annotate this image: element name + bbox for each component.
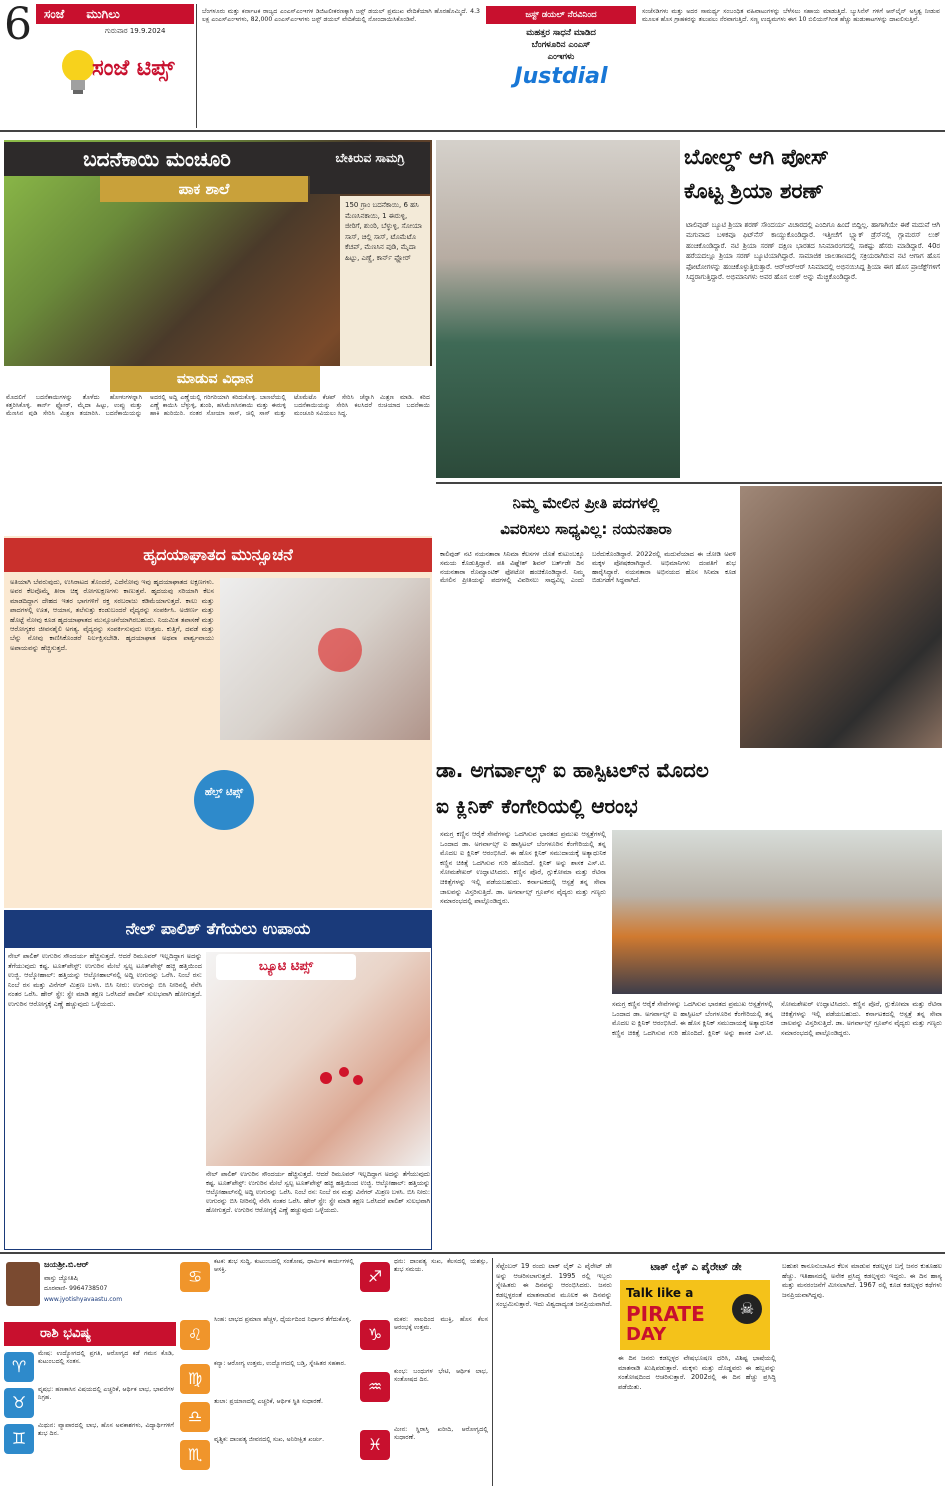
libra-icon: ♎	[180, 1402, 210, 1432]
justdial-title-line4: ಎಂಇಗಳು	[547, 52, 575, 62]
pirate-logo-line3: DAY	[626, 1324, 667, 1345]
agarwal-body-cont-text: ಸಮಗ್ರ ಕಣ್ಣಿನ ಆರೈಕೆ ಸೇವೆಗಳನ್ನು ಒದಗಿಸುವ ಭಾರತದ ಪ್ರಮುಖ ಆಸ್ಪತ್ರೆಗಳಲ್ಲಿ ಒಂದಾದ ಡಾ. ಅಗರ್ವಾಲ್ಸ್ ಐ ಹಾಸ್ಪಿಟಲ್ ಬೆಂಗಳೂರಿನ ಕೆಂಗೇರಿಯಲ್ಲಿ ತನ್ನ ಮೊದಲ ಐ ಕ್ಲಿನಿಕ್ ಆರಂಭಿಸಿದೆ. ಈ ಹೊಸ ಕ್ಲಿನಿಕ್ ಸಮುದಾಯಕ್ಕೆ ಅತ್ಯಾಧುನಿಕ ಕಣ್ಣಿನ ಚಿಕಿತ್ಸೆ ಒದಗಿಸುವ ಗುರಿ ಹೊಂದಿದೆ. ಕ್ಲಿನಿಕ್ ಅನ್ನು ಶಾಸಕ ಎಸ್.ಟಿ. ಸೋಮಶೇಖರ್ ಉದ್ಘಾಟಿಸಿದರು. ಕಣ್ಣಿನ ಪೊರೆ, ಗ್ಲುಕೋಮಾ ಮತ್ತು ರೆಟಿನಾ ಚಿಕಿತ್ಸೆಗಳನ್ನು ಇಲ್ಲಿ ಪಡೆಯಬಹುದು. ಕರ್ನಾಟಕದಲ್ಲಿ ಆಸ್ಪತ್ರೆ ತನ್ನ ಸೇವಾ ಜಾಲವನ್ನು ವಿಸ್ತರಿಸುತ್ತಿದೆ. ಡಾ. ಅಗರ್ವಾಲ್ಸ್ ಗ್ರೂಪ್‌ನ ವೈದ್ಯರು ಮತ್ತು ಗಣ್ಯರು ಸಮಾರಂಭದಲ್ಲಿ ಪಾಲ್ಗೊಂಡಿದ್ದರು.	[612, 1000, 942, 1037]
recipe-method: ಮೊದಲಿಗೆ ಬದನೆಕಾಯಿಗಳನ್ನು ತೊಳೆದು ಹೋಳುಗಳನ್ನಾಗಿ ಕತ್ತರಿಸಿಕೊಳ್ಳಿ. ಕಾರ್ನ್ ಫ್ಲೋರ್, ಮೈದಾ ಹಿಟ್ಟು, ಉಪ್ಪು ಮತ್ತು ಮೆಣಸಿನ ಪುಡಿ ಸೇರಿಸಿ ಮಿಶ್ರಣ ತಯಾರಿಸಿ. ಬದನೆಕಾಯಿಯನ್ನು ಅದರಲ್ಲಿ ಅದ್ದಿ ಎಣ್ಣೆಯಲ್ಲಿ ಗರಿಗರಿಯಾಗಿ ಕರಿದುಕೊಳ್ಳಿ. ಬಾಣಲೆಯಲ್ಲಿ ಎಣ್ಣೆ ಕಾಯಿಸಿ ಬೆಳ್ಳುಳ್ಳಿ, ಶುಂಠಿ, ಹಸಿಮೆಣಸಿನಕಾಯಿ ಮತ್ತು ಈರುಳ್ಳಿ ಹಾಕಿ ಹುರಿಯಿರಿ. ನಂತರ ಸೋಯಾ ಸಾಸ್, ಚಿಲ್ಲಿ ಸಾಸ್ ಮತ್ತು ಟೊಮೆಟೊ ಕೆಚಪ್ ಸೇರಿಸಿ ಚೆನ್ನಾಗಿ ಮಿಶ್ರಣ ಮಾಡಿ. ಕರಿದ ಬದನೆಕಾಯಿಯನ್ನು ಸೇರಿಸಿ ಕಲಸಿದರೆ ರುಚಿಯಾದ ಬದನೆಕಾಯಿ ಮಂಚೂರಿ ಸವಿಯಲು ಸಿದ್ಧ.	[6, 394, 430, 418]
astrologer-avatar	[6, 1262, 40, 1306]
heart-body: ಅತಿಯಾಗಿ ಬೆವರುವುದು, ಉಸಿರಾಟದ ತೊಂದರೆ, ಎದೆನೋವು ಇವು ಹೃದಯಾಘಾತದ ಲಕ್ಷಣಗಳು. ಅವರ ಕೆಲವೊಮ್ಮೆ ತೀರಾ ಚಿಕ್ಕ ರೋಗಲಕ್ಷಣಗಳು ಕಾಣುತ್ತವೆ. ಹೃದಯವು ಸರಿಯಾಗಿ ಕೆಲಸ ಮಾಡದಿದ್ದಾಗ ದೇಹದ ಇತರ ಭಾಗಗಳಿಗೆ ರಕ್ತ ಸರಬರಾಜು ಕಡಿಮೆಯಾಗುತ್ತದೆ. ಕಾಲು ಮತ್ತು ಪಾದಗಳಲ್ಲಿ ಊತ, ಆಯಾಸ, ತಲೆಸುತ್ತು ಕಂಡುಬಂದರೆ ವೈದ್ಯರನ್ನು ಸಂಪರ್ಕಿಸಿ. ಅಜೀರ್ಣ ಮತ್ತು ಹೊಟ್ಟೆ ನೋವು ಕೂಡ ಹೃದಯಾಘಾತದ ಮುನ್ಸೂಚನೆಯಾಗಿರಬಹುದು. ನಿಯಮಿತ ತಪಾಸಣೆ ಮತ್ತು ಆರೋಗ್ಯಕರ ಜೀವನಶೈಲಿ ಅಗತ್ಯ. ವೈದ್ಯರನ್ನು ಸಂಪರ್ಕಿಸುವುದು ಉತ್ತಮ. ಕುತ್ತಿಗೆ, ದವಡೆ ಮತ್ತು ಬೆನ್ನು ನೋವು ಕಾಣಿಸಿಕೊಂಡರೆ ನಿರ್ಲಕ್ಷಿಸಬೇಡಿ. ಹೃದಯಾಘಾತ ಅಥವಾ ಪಾರ್ಶ್ವವಾಯು ಅಪಾಯವನ್ನು ಹೆಚ್ಚಿಸುತ್ತದೆ.	[10, 578, 214, 652]
heart-title-bar	[4, 538, 432, 572]
sign-text: ಕುಂಭ: ಬಂಧುಗಳ ಭೇಟಿ, ಆರ್ಥಿಕ ಲಾಭ, ಸಂತೋಷದ ದಿನ.	[394, 1368, 488, 1384]
horoscope-sign-gemini	[4, 1422, 176, 1456]
horoscope-sign-libra	[180, 1398, 356, 1434]
beauty-tips-badge	[216, 954, 356, 980]
justdial-title-line2: ಮಹತ್ತರ ಸಾಧನೆ ಮಾಡಿದ	[526, 28, 596, 38]
masthead-brand-bar	[36, 4, 194, 24]
divider	[492, 1258, 493, 1486]
heart-title: ಹೃದಯಾಘಾತದ ಮುನ್ಸೂಚನೆ	[143, 545, 293, 564]
pirate-skull-icon: ☠	[732, 1294, 762, 1324]
nayanthara-photo	[740, 486, 942, 748]
nayanthara-body: ಕಾಲಿವುಡ್ ನಟಿ ನಯನತಾರಾ ಸಿನಿಮಾ ಕೆಲಸಗಳ ಜೊತೆ ಕುಟುಂಬಕ್ಕೂ ಸಮಯ ಕೊಡುತ್ತಿದ್ದಾರೆ. ಪತಿ ವಿಘ್ನೇಶ್ ಶಿವನ್ ಬರ್ತ್‌ಡೇ ದಿನ ನಯನತಾರಾ ರೊಮ್ಯಾಂಟಿಕ್ ಫೋಟೋ ಹಂಚಿಕೊಂಡಿದ್ದಾರೆ. ನಿಮ್ಮ ಮೇಲಿನ ಪ್ರೀತಿಯನ್ನು ಪದಗಳಲ್ಲಿ ವಿವರಿಸಲು ಸಾಧ್ಯವಿಲ್ಲ ಎಂದು ಬರೆದುಕೊಂಡಿದ್ದಾರೆ. 2022ರಲ್ಲಿ ಮದುವೆಯಾದ ಈ ಜೋಡಿ ಅವಳಿ ಮಕ್ಕಳ ಪೋಷಕರಾಗಿದ್ದಾರೆ. ಅಭಿಮಾನಿಗಳು ದಂಪತಿಗೆ ಶುಭ ಹಾರೈಸಿದ್ದಾರೆ. ನಯನತಾರಾ ಅಭಿನಯದ ಹೊಸ ಸಿನಿಮಾ ಕೂಡ ಬಿಡುಗಡೆಗೆ ಸಿದ್ಧವಾಗಿದೆ.	[440, 550, 736, 585]
sign-text: ಕನ್ಯಾ: ಆರೋಗ್ಯ ಉತ್ತಮ, ಉದ್ಯೋಗದಲ್ಲಿ ಬಡ್ತಿ, ಸ್ನೇಹಿತರ ಸಹಕಾರ.	[214, 1360, 346, 1367]
leo-icon: ♌	[180, 1320, 210, 1350]
agarwal-photo	[612, 830, 942, 994]
heart-pain-icon	[220, 578, 430, 740]
justdial-box-title	[486, 6, 636, 24]
nail-title-bar	[4, 910, 432, 948]
shriya-body: ಟಾಲಿವುಡ್ ಬ್ಯೂಟಿ ಶ್ರಿಯಾ ಶರಣ್ ಸೌಂದರ್ಯ ವಿಚಾರದಲ್ಲಿ ಎಂದಿಗೂ ಹಿಂದೆ ಬಿದ್ದಿಲ್ಲ. ಹಾಗಾಗಿಯೇ ಈಕೆ ಮದುವೆ ಆಗಿ ಮಗುವಾದ ಬಳಿಕವೂ ಫಿಟ್‌ನೆಸ್ ಕಾಯ್ದುಕೊಂಡಿದ್ದಾರೆ. ಇತ್ತೀಚೆಗೆ ಬ್ಲ್ಯಾಕ್ ಡ್ರೆಸ್‌ನಲ್ಲಿ ಗ್ಲಾಮರಸ್ ಲುಕ್ ಹಂಚಿಕೊಂಡಿದ್ದಾರೆ. ನಟಿ ಶ್ರಿಯಾ ಸರಣ್ ದಕ್ಷಿಣ ಭಾರತದ ಸಿನಿಮಾರಂಗದಲ್ಲಿ ಸಾಕಷ್ಟು ಹೆಸರು ಮಾಡಿದ್ದಾರೆ. 40ರ ಹರೆಯದಲ್ಲೂ ಶ್ರಿಯಾ ಸರಣ್ ಬ್ಯೂಟಿಯಾಗಿದ್ದಾರೆ. ಸಾಮಾಜಿಕ ಜಾಲತಾಣದಲ್ಲಿ ಸಕ್ರಿಯರಾಗಿರುವ ನಟಿ ಆಗಾಗ ಹೊಸ ಫೋಟೋಗಳನ್ನು ಹಂಚಿಕೊಳ್ಳುತ್ತಿರುತ್ತಾರೆ. ಆರ್‌ಆರ್‌ಆರ್ ಸಿನಿಮಾದಲ್ಲಿ ಅಭಿನಯಿಸಿದ್ದ ಶ್ರಿಯಾ ಈಗ ಹೊಸ ಪ್ರಾಜೆಕ್ಟ್‌ಗಳಿಗೆ ಸಿದ್ಧರಾಗುತ್ತಿದ್ದಾರೆ. ಅಭಿಮಾನಿಗಳು ಅವರ ಹೊಸ ಲುಕ್ ಅನ್ನು ಮೆಚ್ಚಿಕೊಂಡಿದ್ದಾರೆ.	[686, 221, 940, 282]
horoscope-sign-taurus	[4, 1386, 176, 1420]
horoscope-sign-aries	[4, 1350, 176, 1384]
pirate-logo-line2: PIRATE	[626, 1302, 705, 1326]
agarwal-title-line1: ಡಾ. ಅಗರ್ವಾಲ್ಸ್ ಐ ಹಾಸ್ಪಿಟಲ್‌ನ ಮೊದಲ	[436, 758, 709, 782]
divider	[196, 4, 197, 128]
heart-photo	[220, 578, 430, 740]
horoscope-sign-sagittarius	[360, 1258, 490, 1314]
ingredients-title: ಬೇಕಿರುವ ಸಾಮಗ್ರಿ	[335, 151, 405, 165]
sign-text: ಮಿಥುನ: ವ್ಯಾಪಾರದಲ್ಲಿ ಲಾಭ, ಹೊಸ ಅವಕಾಶಗಳು, ವಿದ್ಯಾರ್ಥಿಗಳಿಗೆ ಶುಭ ದಿನ.	[38, 1422, 174, 1438]
astrologer-name: ಜಯಶ್ರೀ.ಬಿ.ಆರ್	[44, 1260, 89, 1269]
taurus-icon: ♉	[4, 1388, 34, 1418]
pirate-col3: ಬಹುಶಃ ಕಾನೂನುಬಾಹಿರ ಕೆಲಸ ಮಾಡುವ ಕಡಲ್ಗಳ್ಳರ ಬಗ್ಗೆ ಜನರ ಕುತೂಹಲ ಹೆಚ್ಚು. ಇತಿಹಾಸದಲ್ಲಿ ಅನೇಕ ಪ್ರಸಿದ್ಧ ಕಡಲ್ಗಳ್ಳರು ಇದ್ದರು. ಈ ದಿನ ಹಾಸ್ಯ ಮತ್ತು ಮನರಂಜನೆಗೆ ಮೀಸಲಾಗಿದೆ. 1967 ರಲ್ಲಿ ಕೂಡ ಕಡಲ್ಗಳ್ಳರ ಕಥೆಗಳು ಜನಪ್ರಿಯವಾಗಿದ್ದವು.	[782, 1262, 942, 1299]
pirate-title: ಟಾಕ್ ಲೈಕ್ ಎ ಪೈರೇಟ್ ಡೇ	[650, 1262, 742, 1273]
nail-polish-icon	[206, 952, 430, 1166]
page-number: 6	[4, 0, 32, 50]
brand-name: ಸಂಜೆ	[44, 7, 65, 21]
nayanthara-title-line2: ವಿವರಿಸಲು ಸಾಧ್ಯವಿಲ್ಲ: ನಯನತಾರಾ	[500, 520, 672, 538]
agarwal-title-line2: ಐ ಕ್ಲಿನಿಕ್ ಕೆಂಗೇರಿಯಲ್ಲಿ ಆರಂಭ	[436, 794, 638, 818]
ingredients-list: 150 ಗ್ರಾಂ ಬದನೆಕಾಯಿ, 6 ಹಸಿ ಮೆಣಸಿನಕಾಯಿ, 1 ಈರುಳ್ಳಿ, ಜೀರಿಗೆ, ಶುಂಠಿ, ಬೆಳ್ಳುಳ್ಳಿ, ಸೋಯಾ ಸಾಸ್, ಚಿಲ್ಲಿ ಸಾಸ್, ಟೊಮೆಟೊ ಕೆಚಪ್, ಮೆಣಸಿನ ಪುಡಿ, ಮೈದಾ ಹಿಟ್ಟು, ಎಣ್ಣೆ, ಕಾರ್ನ್ ಫ್ಲೋರ್	[345, 201, 422, 262]
pirate-col2: ಈ ದಿನ ಜನರು ಕಡಲ್ಗಳ್ಳರ ವೇಷಭೂಷಣ ಧರಿಸಿ, ವಿಶಿಷ್ಟ ಭಾಷೆಯಲ್ಲಿ ಮಾತನಾಡಿ ಖುಷಿಪಡುತ್ತಾರೆ. ಮಕ್ಕಳು ಮತ್ತು ದೊಡ್ಡವರು ಈ ಹಬ್ಬವನ್ನು ಸಂತೋಷದಿಂದ ಆಚರಿಸುತ್ತಾರೆ. 2002ರಲ್ಲಿ ಈ ದಿನ ಹೆಚ್ಚು ಪ್ರಸಿದ್ಧಿ ಪಡೆಯಿತು.	[618, 1354, 776, 1391]
sign-text: ಸಿಂಹ: ಲಾಭದ ಪ್ರಮಾಣ ಹೆಚ್ಚಳ, ಧೈರ್ಯದಿಂದ ನಿರ್ಧಾರ ತೆಗೆದುಕೊಳ್ಳಿ.	[214, 1316, 352, 1323]
pirate-title-bar	[616, 1258, 776, 1278]
nayanthara-title-line1: ನಿಮ್ಮ ಮೇಲಿನ ಪ್ರೀತಿ ಪದಗಳಲ್ಲಿ	[512, 494, 660, 512]
agarwal-body: ಸಮಗ್ರ ಕಣ್ಣಿನ ಆರೈಕೆ ಸೇವೆಗಳನ್ನು ಒದಗಿಸುವ ಭಾರತದ ಪ್ರಮುಖ ಆಸ್ಪತ್ರೆಗಳಲ್ಲಿ ಒಂದಾದ ಡಾ. ಅಗರ್ವಾಲ್ಸ್ ಐ ಹಾಸ್ಪಿಟಲ್ ಬೆಂಗಳೂರಿನ ಕೆಂಗೇರಿಯಲ್ಲಿ ತನ್ನ ಮೊದಲ ಐ ಕ್ಲಿನಿಕ್ ಆರಂಭಿಸಿದೆ. ಈ ಹೊಸ ಕ್ಲಿನಿಕ್ ಸಮುದಾಯಕ್ಕೆ ಅತ್ಯಾಧುನಿಕ ಕಣ್ಣಿನ ಚಿಕಿತ್ಸೆ ಒದಗಿಸುವ ಗುರಿ ಹೊಂದಿದೆ. ಕ್ಲಿನಿಕ್ ಅನ್ನು ಶಾಸಕ ಎಸ್.ಟಿ. ಸೋಮಶೇಖರ್ ಉದ್ಘಾಟಿಸಿದರು. ಕಣ್ಣಿನ ಪೊರೆ, ಗ್ಲುಕೋಮಾ ಮತ್ತು ರೆಟಿನಾ ಚಿಕಿತ್ಸೆಗಳನ್ನು ಇಲ್ಲಿ ಪಡೆಯಬಹುದು. ಕರ್ನಾಟಕದಲ್ಲಿ ಆಸ್ಪತ್ರೆ ತನ್ನ ಸೇವಾ ಜಾಲವನ್ನು ವಿಸ್ತರಿಸುತ್ತಿದೆ. ಡಾ. ಅಗರ್ವಾಲ್ಸ್ ಗ್ರೂಪ್‌ನ ವೈದ್ಯರು ಮತ್ತು ಗಣ್ಯರು ಸಮಾರಂಭದಲ್ಲಿ ಪಾಲ್ಗೊಂಡಿದ್ದರು.	[440, 830, 606, 906]
sign-text: ಧನು: ದಾಂಪತ್ಯ ಸುಖ, ಕೆಲಸದಲ್ಲಿ ಯಶಸ್ಸು, ಶುಭ ಸಮಯ.	[394, 1258, 488, 1274]
horoscope-sign-virgo	[180, 1360, 356, 1396]
justdial-box	[486, 6, 636, 128]
sign-text: ಮೇಷ: ಉದ್ಯೋಗದಲ್ಲಿ ಪ್ರಗತಿ, ಆರೋಗ್ಯದ ಕಡೆ ಗಮನ ಕೊಡಿ, ಕುಟುಂಬದಲ್ಲಿ ಸಂತಸ.	[38, 1350, 174, 1366]
method-title-bar	[110, 366, 320, 392]
agarwal-body-cont	[612, 1000, 942, 1248]
issue-date: ಗುರುವಾರ 19.9.2024	[105, 27, 166, 35]
sagittarius-icon: ♐	[360, 1262, 390, 1292]
horoscope-sign-capricorn	[360, 1316, 490, 1366]
nail-photo	[206, 952, 430, 1166]
nail-title: ನೇಲ್ ಪಾಲಿಶ್ ತೆಗೆಯಲು ಉಪಾಯ	[125, 919, 311, 938]
sign-text: ಮಕರ: ಸಾಲದಿಂದ ಮುಕ್ತಿ, ಹೊಸ ಕೆಲಸ ಆರಂಭಕ್ಕೆ ಉತ್ತಮ.	[394, 1316, 488, 1332]
recipe-title-bar	[4, 142, 310, 176]
cancer-icon: ♋	[180, 1262, 210, 1292]
nayanthara-headline	[436, 490, 736, 546]
shriya-photo	[436, 140, 680, 478]
ingredients-panel	[340, 196, 430, 366]
brand-name-2: ಮುಗಿಲು	[86, 7, 120, 21]
shriya-title-line2: ಕೊಟ್ಟ ಶ್ರಿಯಾ ಶರಣ್	[684, 179, 824, 203]
capricorn-icon: ♑	[360, 1320, 390, 1350]
ingredients-title-box	[310, 142, 430, 194]
justdial-box-subtitle	[486, 24, 636, 63]
justdial-logo: Justdial	[514, 64, 608, 89]
pirate-col1: ಸೆಪ್ಟೆಂಬರ್ 19 ರಂದು ಟಾಕ್ ಲೈಕ್ ಎ ಪೈರೇಟ್ ಡೇ ಅನ್ನು ಆಚರಿಸಲಾಗುತ್ತದೆ. 1995 ರಲ್ಲಿ ಇಬ್ಬರು ಸ್ನೇಹಿತರು ಈ ದಿನವನ್ನು ಆರಂಭಿಸಿದರು. ಜನರು ಕಡಲ್ಗಳ್ಳರಂತೆ ಮಾತನಾಡುವ ಮೂಲಕ ಈ ದಿನವನ್ನು ಸಂಭ್ರಮಿಸುತ್ತಾರೆ. ಇದು ವಿಶ್ವದಾದ್ಯಂತ ಜನಪ್ರಿಯವಾಗಿದೆ.	[496, 1262, 612, 1309]
justdial-article-col1: ಬೆಂಗಳೂರು ಮತ್ತು ಕರ್ನಾಟಕ ರಾಜ್ಯದ ಎಂಎಸ್ಎಂಇಗಳ ಡಿಜಿಟಲೀಕರಣಕ್ಕಾಗಿ ಜಸ್ಟ್ ಡಯಲ್ ಪ್ರಮುಖ ವೇದಿಕೆಯಾಗಿ ಹೊರಹೊಮ್ಮಿದೆ. 4.3 ಲಕ್ಷ ಎಂಎಸ್ಎಂಇಗಳು, 82,000 ಎಂಎಸ್ಎಂಇಗಳು ಜಸ್ಟ್ ಡಯಲ್ ವೇದಿಕೆಯಲ್ಲಿ ನೋಂದಾಯಿಸಿಕೊಂಡಿವೆ.	[202, 8, 480, 24]
shriya-headline	[684, 140, 942, 212]
aries-icon: ♈	[4, 1352, 34, 1382]
horoscope-header	[4, 1258, 176, 1320]
divider	[0, 130, 945, 132]
sign-text: ಕಟಕ: ಶುಭ ಸುದ್ದಿ, ಕುಟುಂಬದಲ್ಲಿ ಸಂತೋಷ, ಧಾರ್ಮಿಕ ಕಾರ್ಯಗಳಲ್ಲಿ ಆಸಕ್ತಿ.	[214, 1258, 354, 1274]
sign-text: ವೃಶ್ಚಿಕ: ದಾಂಪತ್ಯ ಜೀವನದಲ್ಲಿ ಸುಖ, ಅನಿರೀಕ್ಷಿತ ಖರ್ಚು.	[214, 1436, 325, 1443]
nail-body-cont-text: ನೇಲ್ ಪಾಲಿಶ್ ಉಗುರಿನ ಸೌಂದರ್ಯ ಹೆಚ್ಚಿಸುತ್ತದೆ. ಆದರೆ ರಿಮೂವರ್ ಇಲ್ಲದಿದ್ದಾಗ ಅದನ್ನು ತೆಗೆಯುವುದು ಕಷ್ಟ. ಟೂತ್‌ಪೇಸ್ಟ್: ಉಗುರಿನ ಮೇಲೆ ಸ್ವಲ್ಪ ಟೂತ್‌ಪೇಸ್ಟ್ ಹಚ್ಚಿ ಹತ್ತಿಯಿಂದ ಉಜ್ಜಿ. ಆಲ್ಕೋಹಾಲ್: ಹತ್ತಿಯನ್ನು ಆಲ್ಕೋಹಾಲ್‌ನಲ್ಲಿ ಅದ್ದಿ ಉಗುರನ್ನು ಒರೆಸಿ. ನಿಂಬೆ ರಸ: ನಿಂಬೆ ರಸ ಮತ್ತು ವಿನೆಗರ್ ಮಿಶ್ರಣ ಬಳಸಿ. ಬಿಸಿ ನೀರು: ಉಗುರನ್ನು ಬಿಸಿ ನೀರಿನಲ್ಲಿ ನೆನೆಸಿ ನಂತರ ಒರೆಸಿ. ಹೇರ್ ಸ್ಪ್ರೇ: ಸ್ಪ್ರೇ ಮಾಡಿ ತಕ್ಷಣ ಒರೆಸಿದರೆ ಪಾಲಿಶ್ ಸುಲಭವಾಗಿ ಹೋಗುತ್ತದೆ. ಉಗುರಿನ ಆರೋಗ್ಯಕ್ಕೆ ಎಣ್ಣೆ ಹಚ್ಚುವುದು ಒಳ್ಳೆಯದು.	[206, 1170, 430, 1214]
horoscope-sign-leo	[180, 1316, 356, 1358]
recipe-section-bar	[100, 176, 308, 202]
method-title: ಮಾಡುವ ವಿಧಾನ	[176, 371, 254, 387]
pisces-icon: ♓	[360, 1430, 390, 1460]
masthead	[0, 0, 196, 128]
beauty-tips-label: ಬ್ಯೂಟಿ ಟಿಪ್ಸ್	[258, 959, 314, 974]
horoscope-sign-aquarius	[360, 1368, 490, 1424]
justdial-title-line3: ಬೆಂಗಳೂರಿನ ಎಂಎಸ್	[531, 40, 591, 50]
horoscope-sign-scorpio	[180, 1436, 356, 1486]
justdial-title-line1: ಜಸ್ಟ್ ಡಯಲ್ ನೆರವಿನಿಂದ	[525, 10, 597, 20]
agarwal-headline	[436, 752, 942, 826]
divider	[0, 1252, 945, 1254]
pirate-day-logo	[620, 1280, 770, 1350]
astrologer-phone: ದೂರವಾಣಿ- 9964738507	[44, 1285, 108, 1292]
nail-body: ನೇಲ್ ಪಾಲಿಶ್ ಉಗುರಿನ ಸೌಂದರ್ಯ ಹೆಚ್ಚಿಸುತ್ತದೆ. ಆದರೆ ರಿಮೂವರ್ ಇಲ್ಲದಿದ್ದಾಗ ಅದನ್ನು ತೆಗೆಯುವುದು ಕಷ್ಟ. ಟೂತ್‌ಪೇಸ್ಟ್: ಉಗುರಿನ ಮೇಲೆ ಸ್ವಲ್ಪ ಟೂತ್‌ಪೇಸ್ಟ್ ಹಚ್ಚಿ ಹತ್ತಿಯಿಂದ ಉಜ್ಜಿ. ಆಲ್ಕೋಹಾಲ್: ಹತ್ತಿಯನ್ನು ಆಲ್ಕೋಹಾಲ್‌ನಲ್ಲಿ ಅದ್ದಿ ಉಗುರನ್ನು ಒರೆಸಿ. ನಿಂಬೆ ರಸ: ನಿಂಬೆ ರಸ ಮತ್ತು ವಿನೆಗರ್ ಮಿಶ್ರಣ ಬಳಸಿ. ಬಿಸಿ ನೀರು: ಉಗುರನ್ನು ಬಿಸಿ ನೀರಿನಲ್ಲಿ ನೆನೆಸಿ ನಂತರ ಒರೆಸಿ. ಹೇರ್ ಸ್ಪ್ರೇ: ಸ್ಪ್ರೇ ಮಾಡಿ ತಕ್ಷಣ ಒರೆಸಿದರೆ ಪಾಲಿಶ್ ಸುಲಭವಾಗಿ ಹೋಗುತ್ತದೆ. ಉಗುರಿನ ಆರೋಗ್ಯಕ್ಕೆ ಎಣ್ಣೆ ಹಚ್ಚುವುದು ಒಳ್ಳೆಯದು.	[8, 952, 202, 1008]
horoscope-sign-pisces	[360, 1426, 490, 1486]
section-title: ಸಂಜೆ ಟಿಪ್ಸ್	[92, 56, 175, 81]
health-tips-label: ಹೆಲ್ತ್ ಟಿಪ್ಸ್	[204, 787, 244, 798]
divider	[436, 482, 942, 484]
sign-text: ಮೀನ: ಸ್ಥಿರಾಸ್ತಿ ಖರೀದಿ, ಆರೋಗ್ಯದಲ್ಲಿ ಸುಧಾರಣೆ.	[394, 1426, 488, 1442]
horoscope-title: ರಾಶಿ ಭವಿಷ್ಯ	[40, 1326, 92, 1341]
nail-body-cont	[206, 1170, 430, 1246]
sign-text: ತುಲಾ: ಪ್ರಯಾಣದಲ್ಲಿ ಎಚ್ಚರಿಕೆ, ಆರ್ಥಿಕ ಸ್ಥಿತಿ ಸುಧಾರಣೆ.	[214, 1398, 323, 1405]
justdial-article-col2: ಸಂಜೆಸಡಿಗಳು ಮತ್ತು ಅದರ ಸಾಮರ್ಥ್ಯ ಸಂಬಂಧಿತ ವಹಿವಾಟುಗಳನ್ನು ಬೆಳೆಸಲು ಸಹಾಯ ಮಾಡುತ್ತಿದೆ. ಬ್ಯುಸಿನೆಸ್ ಗಳಿಗೆ ಆನ್‌ಲೈನ್ ಅಸ್ತಿತ್ವ ನೀಡುವ ಮೂಲಕ ಹೊಸ ಗ್ರಾಹಕರನ್ನು ತಲುಪಲು ನೆರವಾಗುತ್ತಿದೆ. ಸಣ್ಣ ಉದ್ಯಮಗಳು ಈಗ 10 ಬಿಲಿಯನ್‌ಗಿಂತ ಹೆಚ್ಚು ಹುಡುಕಾಟಗಳನ್ನು ದಾಖಲಿಸುತ್ತಿವೆ.	[642, 8, 940, 24]
aquarius-icon: ♒	[360, 1372, 390, 1402]
virgo-icon: ♍	[180, 1364, 210, 1394]
horoscope-sign-cancer	[180, 1258, 356, 1314]
shriya-title-line1: ಬೋಲ್ಡ್ ಆಗಿ ಪೋಸ್	[684, 145, 829, 169]
recipe-title: ಬದನೆಕಾಯಿ ಮಂಚೂರಿ	[83, 147, 231, 171]
astrologer-role: ವಾಸ್ತು ಜ್ಯೋತಿಷಿ	[44, 1274, 79, 1282]
horoscope-title-bar	[4, 1322, 176, 1346]
pirate-logo-line1: Talk like a	[626, 1286, 694, 1300]
gemini-icon: ♊	[4, 1424, 34, 1454]
scorpio-icon: ♏	[180, 1440, 210, 1470]
recipe-section: ಪಾಕ ಶಾಲೆ	[178, 180, 230, 198]
sign-text: ವೃಷಭ: ಹಣಕಾಸಿನ ವಿಷಯದಲ್ಲಿ ಎಚ್ಚರಿಕೆ, ಆರ್ಥಿಕ ಲಾಭ, ಭಾವನೆಗಳ ನಿಗ್ರಹ.	[38, 1386, 174, 1402]
astrologer-website: www.jyotishyavaastu.com	[44, 1296, 123, 1303]
health-tips-badge	[194, 770, 254, 830]
